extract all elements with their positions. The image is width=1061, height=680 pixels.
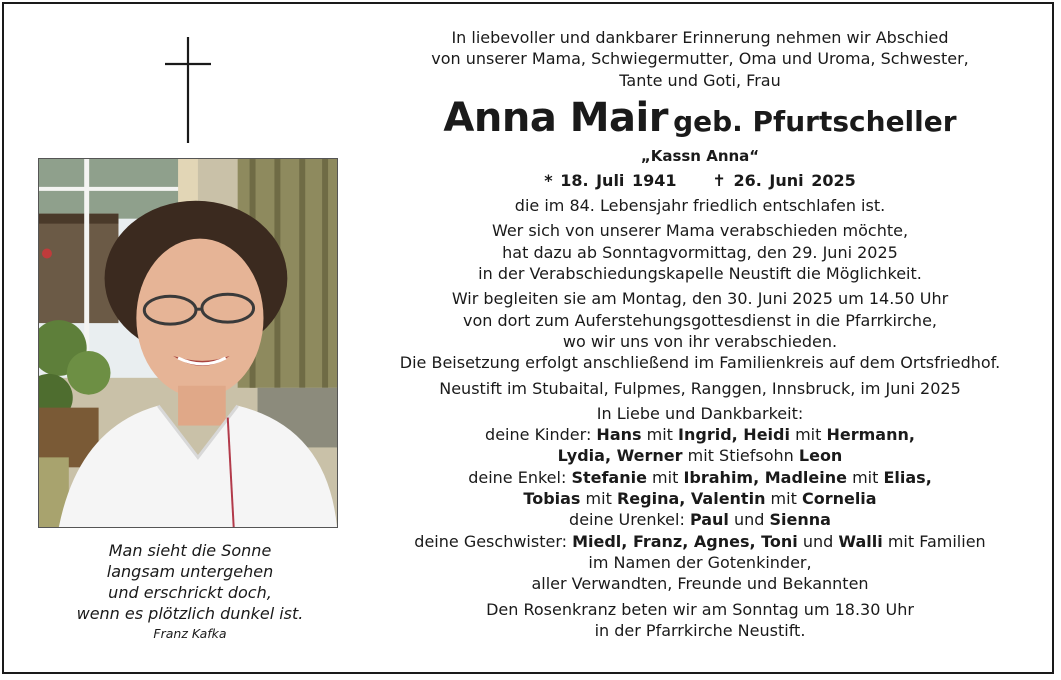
family-name: Ibrahim, Madleine xyxy=(683,467,847,487)
family-name: Stefanie xyxy=(571,467,647,487)
connector: mit Stiefsohn xyxy=(687,446,794,466)
grandchildren-label: deine Enkel: xyxy=(468,467,567,487)
family-list xyxy=(375,403,1025,595)
family-name: Walli xyxy=(838,531,883,551)
rosary-line: in der Pfarrkirche Neustift. xyxy=(594,620,806,640)
intro-line: Tante und Goti, Frau xyxy=(619,70,781,90)
family-name: Leon xyxy=(798,446,843,466)
connector: mit Familien xyxy=(887,531,986,551)
farewell-line: hat dazu ab Sonntagvormittag, den 29. Juni 2025 xyxy=(502,242,898,262)
connector: und xyxy=(802,531,834,551)
grandchildren-line xyxy=(375,488,1025,509)
family-name: Hans xyxy=(596,425,642,445)
farewell-paragraph xyxy=(375,220,1025,284)
children-line xyxy=(375,445,1025,466)
connector: mit xyxy=(646,425,673,445)
birth-name: geb. Pfurtscheller xyxy=(673,104,957,138)
death-date: ✝ 26. Juni 2025 xyxy=(712,170,856,190)
connector: mit xyxy=(795,425,822,445)
connector: und xyxy=(734,510,765,530)
place-date: Neustift im Stubaital, Fulpmes, Ranggen, Innsbruck, im Juni 2025 xyxy=(439,378,961,398)
great-grandchildren-line xyxy=(375,509,1025,530)
siblings-label: deine Geschwister: xyxy=(414,531,567,551)
service-line: Die Beisetzung erfolgt anschließend im Familienkreis auf dem Ortsfriedhof. xyxy=(399,353,1001,373)
grandchildren-line xyxy=(375,467,1025,488)
farewell-line: in der Verabschiedungskapelle Neustift die Möglichkeit. xyxy=(478,264,922,284)
poem-line: langsam untergehen xyxy=(106,562,274,581)
family-name: Cornelia xyxy=(801,489,877,509)
family-name: Ingrid, Heidi xyxy=(678,425,790,445)
connector: mit xyxy=(585,489,612,509)
poem-author: Franz Kafka xyxy=(153,626,227,641)
relatives-line: aller Verwandten, Freunde und Bekannten xyxy=(531,574,869,594)
service-line: von dort zum Auferstehungsgottesdienst in die Pfarrkirche, xyxy=(462,310,937,330)
family-name: Paul xyxy=(689,510,729,530)
family-name: Miedl, Franz, Agnes, Toni xyxy=(572,531,798,551)
deceased-name-line xyxy=(375,94,1025,146)
service-line: Wir begleiten sie am Montag, den 30. Juni 2025 um 14.50 Uhr xyxy=(451,289,949,309)
announcement-text xyxy=(375,27,1025,641)
deceased-name: Anna Mair xyxy=(443,94,668,141)
family-name: Hermann, xyxy=(826,425,915,445)
godchildren-line: im Namen der Gotenkinder, xyxy=(588,552,812,572)
family-name: Sienna xyxy=(769,510,831,530)
family-name: Elias, xyxy=(883,467,932,487)
siblings-line xyxy=(375,531,1025,552)
age-line: die im 84. Lebensjahr friedlich entschlafen ist. xyxy=(514,196,886,216)
poem-line: Man sieht die Sonne xyxy=(108,541,272,560)
family-name: Lydia, Werner xyxy=(557,446,683,466)
children-label: deine Kinder: xyxy=(485,425,592,445)
farewell-line: Wer sich von unserer Mama verabschieden möchte, xyxy=(491,221,909,241)
family-name: Tobias xyxy=(523,489,581,509)
family-name: Regina, Valentin xyxy=(616,489,766,509)
service-line: wo wir uns von ihr verabschieden. xyxy=(562,331,838,351)
connector: mit xyxy=(852,467,879,487)
service-paragraph xyxy=(375,288,1025,373)
rosary-line: Den Rosenkranz beten wir am Sonntag um 18.30 Uhr xyxy=(486,599,914,619)
intro-line: von unserer Mama, Schwiegermutter, Oma und Uroma, Schwester, xyxy=(431,49,969,69)
latin-cross-icon xyxy=(165,37,211,143)
connector: mit xyxy=(770,489,797,509)
children-line xyxy=(375,424,1025,445)
connector: mit xyxy=(652,467,679,487)
poem-line: wenn es plötzlich dunkel ist. xyxy=(76,604,304,623)
poem xyxy=(30,540,350,644)
great-grandchildren-label: deine Urenkel: xyxy=(569,510,685,530)
intro-text xyxy=(375,27,1025,91)
intro-line: In liebevoller und dankbarer Erinnerung nehmen wir Abschied xyxy=(451,28,949,47)
life-dates xyxy=(375,170,1025,191)
birth-date: * 18. Juli 1941 xyxy=(544,170,677,190)
nickname: „Kassn Anna“ xyxy=(640,146,760,165)
poem-line: und erschrickt doch, xyxy=(108,583,272,602)
family-heading: In Liebe und Dankbarkeit: xyxy=(596,403,804,423)
portrait-photo xyxy=(38,158,338,528)
rosary-paragraph xyxy=(375,599,1025,642)
